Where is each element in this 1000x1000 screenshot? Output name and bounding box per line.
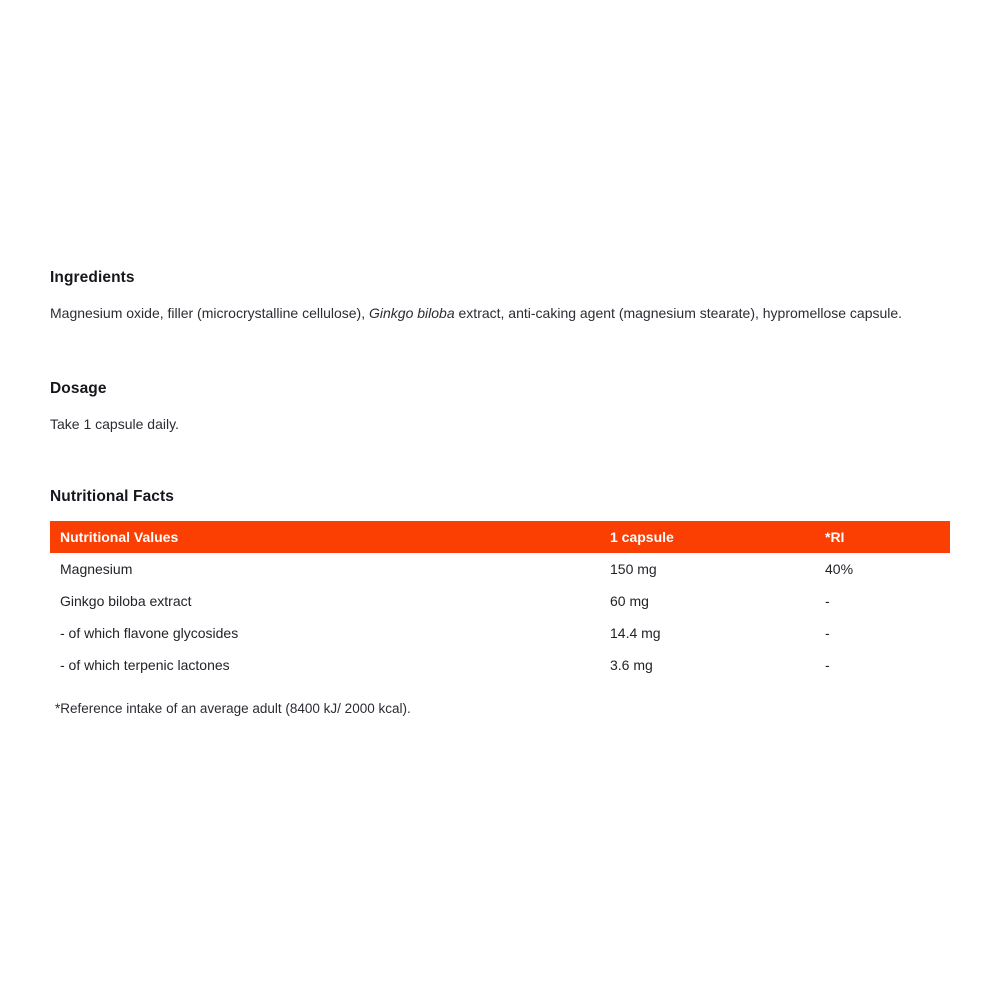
nutrient-amount: 14.4 mg: [610, 625, 661, 641]
product-info-page: [50, 0, 950, 716]
dosage-heading: Dosage: [50, 380, 107, 397]
nutrient-name: Magnesium: [60, 561, 133, 577]
nutrition-table-header-ri: *RI: [825, 529, 845, 545]
nutrition-table-header-amount: 1 capsule: [610, 529, 674, 545]
nutrient-name: - of which terpenic lactones: [60, 657, 230, 673]
nutrient-amount: 3.6 mg: [610, 657, 653, 673]
ingredients-text-part1: Magnesium oxide, filler (microcrystalline cellulose),: [50, 305, 369, 321]
nutrition-table-header-row: [50, 521, 950, 553]
dosage-text: Take 1 capsule daily.: [50, 416, 179, 432]
ingredients-text: [50, 304, 950, 322]
ingredients-text-italic: Ginkgo biloba: [369, 305, 455, 321]
nutrition-table-header-values: Nutritional Values: [60, 529, 179, 545]
nutrient-name: - of which flavone glycosides: [60, 625, 239, 641]
nutrient-amount: 150 mg: [610, 561, 657, 577]
ingredients-text-part2: extract, anti-caking agent (magnesium stearate), hypromellose capsule.: [454, 305, 903, 321]
table-row: [50, 617, 950, 649]
nutrient-name: Ginkgo biloba extract: [60, 593, 192, 609]
table-row: [50, 649, 950, 681]
nutrient-ri: -: [825, 593, 830, 609]
nutrient-ri: 40%: [825, 561, 854, 577]
nutrition-table: [50, 521, 950, 681]
table-row: [50, 585, 950, 617]
ingredients-heading: Ingredients: [50, 269, 135, 286]
nutrient-ri: -: [825, 657, 830, 673]
nutrient-ri: -: [825, 625, 830, 641]
nutrient-amount: 60 mg: [610, 593, 649, 609]
table-row: [50, 553, 950, 585]
nutritional-facts-heading: Nutritional Facts: [50, 488, 174, 505]
reference-intake-footnote: *Reference intake of an average adult (8400 kJ/ 2000 kcal).: [55, 701, 411, 716]
